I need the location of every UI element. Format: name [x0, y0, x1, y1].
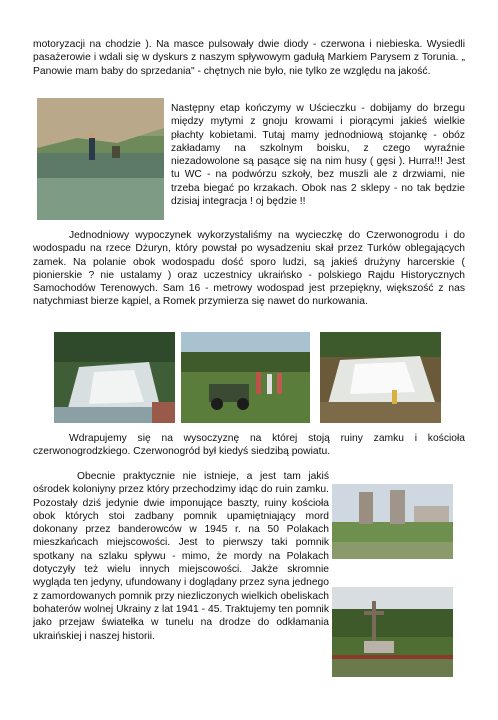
photo-memorial — [332, 587, 453, 677]
paragraph-intro: motoryzacji na chodzie ). Na masce pulsowały dwie diody - czerwona i niebieska. Wysiedli pasażerowie i wdali się w dyskurs z naszym spływowym gadułą Markiem Parysem z Torunia. „ Panowie mam baby do sprzedania" - chętnych nie było, nie tylko ze względu na jakość. — [33, 39, 465, 77]
paragraph-monument: Obecnie praktycznie nie istnieje, a jest tam jakiś ośrodek koloniyny przez który przechodzimy idąc do ruin zamku. Pozostały dziś jedynie dwie imponujące baszty, ruiny kościoła obok których stoi zadbany pomnik upamiętniający mord dokonany przez banderowców w 1945 r. na 50 Polakach mieszkańcach miejscowości. Jest to pierwszy taki pomnik spotkany na szlaku spływu - mimo, że mordy na Polakach dotyczyły też wielu innych miejscowości. Jakże skromnie wygląda ten jedyny, ufundowany i doglądany przez syna jednego z zamordowanych pomnik przy niezliczonych wielkich obeliskach bohaterów wolnej Ukrainy z lat 1941 - 45. Traktujemy ten pomnik jako przejaw światełka w tunelu na drodze do odkłamania ukraińskiej i naszej historii. — [33, 471, 329, 642]
photo-jeep-rally — [181, 332, 310, 423]
photo-castle-towers — [332, 484, 453, 559]
photo-river-bank — [37, 98, 164, 220]
photo-waterfall-2 — [320, 332, 441, 423]
photo-waterfall-1 — [54, 332, 175, 423]
paragraph-excursion: Jednodniowy wypoczynek wykorzystaliśmy na wycieczkę do Czerwonogrodu i do wodospadu na rzece Dżuryn, który powstał po wysadzeniu skał przez Turków oblegających zamek. Na polanie obok wodospadu dość sporo ludzi, są jakieś drużyny harcerskie ( pionierskie ? nie ustalamy ) oraz uczestnicy ukraińsko - polskiego Rajdu Historycznych Samochodów Terenowych. Sam 16 - metrowy wodospad jest przepiękny, większość z nas natychmiast bierze kąpiel, a Romek przymierza się nawet do nurkowania. — [33, 230, 465, 308]
paragraph-castle-ruins: Wdrapujemy się na wysoczyznę na której stoją ruiny zamku i kościoła czerwonogrodzkiego. Czerwonogród był kiedyś siedzibą powiatu. — [33, 433, 465, 458]
paragraph-usciecko: Następny etap kończymy w Uścieczku - dobijamy do brzegu między mytymi z gnoju krowami i piorącymi jakieś wielkie płachty kobietami. Tutaj mamy jednodniową stojankę - obóz zakładamy na szkolnym boisku, z czego wyraźnie niezadowolone są pasące się na nim husy ( gęsi ). Hurra!!! Jest tu WC - na podwórzu szkoły, bez muszli ale z drzwiami, nie trzeba biegać po krzakach. Obok nas 2 sklepy - no tak będzie dzisiaj integracja ! oj będzie !! — [171, 103, 465, 208]
